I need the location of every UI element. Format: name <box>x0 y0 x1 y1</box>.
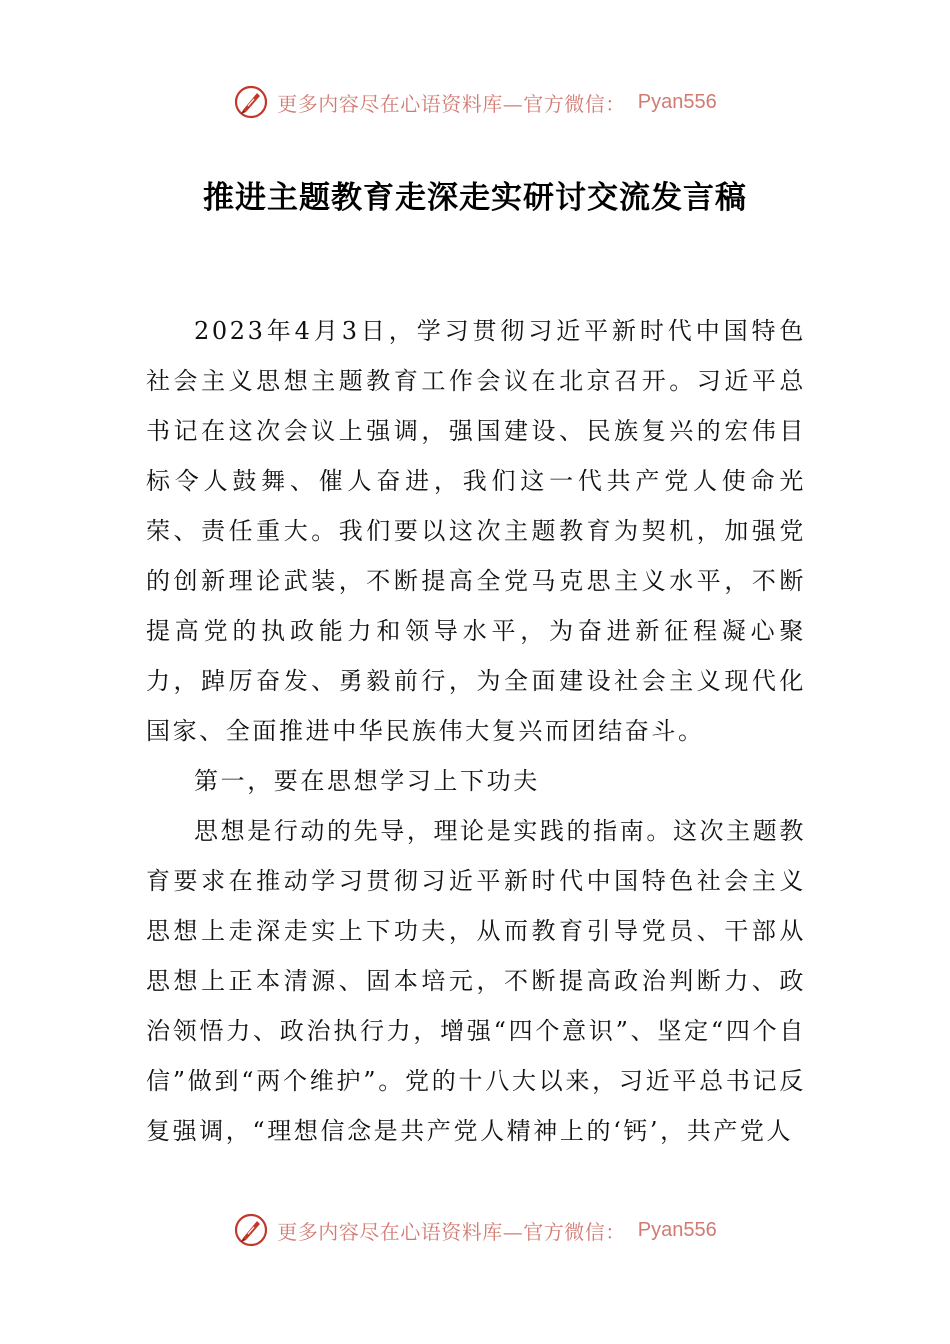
header-watermark <box>0 80 950 124</box>
watermark-wechat-id: Pyan556 <box>637 90 717 113</box>
quill-pen-logo-icon <box>233 1212 269 1248</box>
footer-watermark <box>0 1208 950 1252</box>
section-heading-first: 第一，要在思想学习上下功夫 <box>194 767 540 795</box>
watermark-wechat-id: Pyan556 <box>637 1218 717 1241</box>
watermark-text: 更多内容尽在心语资料库—官方微信： <box>277 91 626 116</box>
paragraph-thought: 思想是行动的先导，理论是实践的指南。这次主题教育要求在推动学习贯彻习近平新时代中国特色社会主义思想上走深走实上下功夫，从而教育引导党员、干部从思想上正本清源、固本培元，不断提高政治判断力、政治领悟力、政治执行力，增强“四个意识”、坚定“四个自信”做到“两个维护”。党的十八大以来，习近平总书记反复强调，“理想信念是共产党人精神上的‘钙’，共产党人 <box>146 817 806 1145</box>
watermark-text: 更多内容尽在心语资料库—官方微信： <box>277 1219 626 1244</box>
quill-pen-logo-icon <box>233 84 269 120</box>
paragraph-intro: 2023年4月3日，学习贯彻习近平新时代中国特色社会主义思想主题教育工作会议在北京召开。习近平总书记在这次会议上强调，强国建设、民族复兴的宏伟目标令人鼓舞、催人奋进，我们这一代共产党人使命光荣、责任重大。我们要以这次主题教育为契机，加强党的创新理论武装，不断提高全党马克思主义水平，不断提高党的执政能力和领导水平，为奋进新征程凝心聚力，踔厉奋发、勇毅前行，为全面建设社会主义现代化国家、全面推进中华民族伟大复兴而团结奋斗。 <box>146 317 806 745</box>
document-body <box>146 306 806 1156</box>
document-title: 推进主题教育走深走实研讨交流发言稿 <box>203 180 747 216</box>
